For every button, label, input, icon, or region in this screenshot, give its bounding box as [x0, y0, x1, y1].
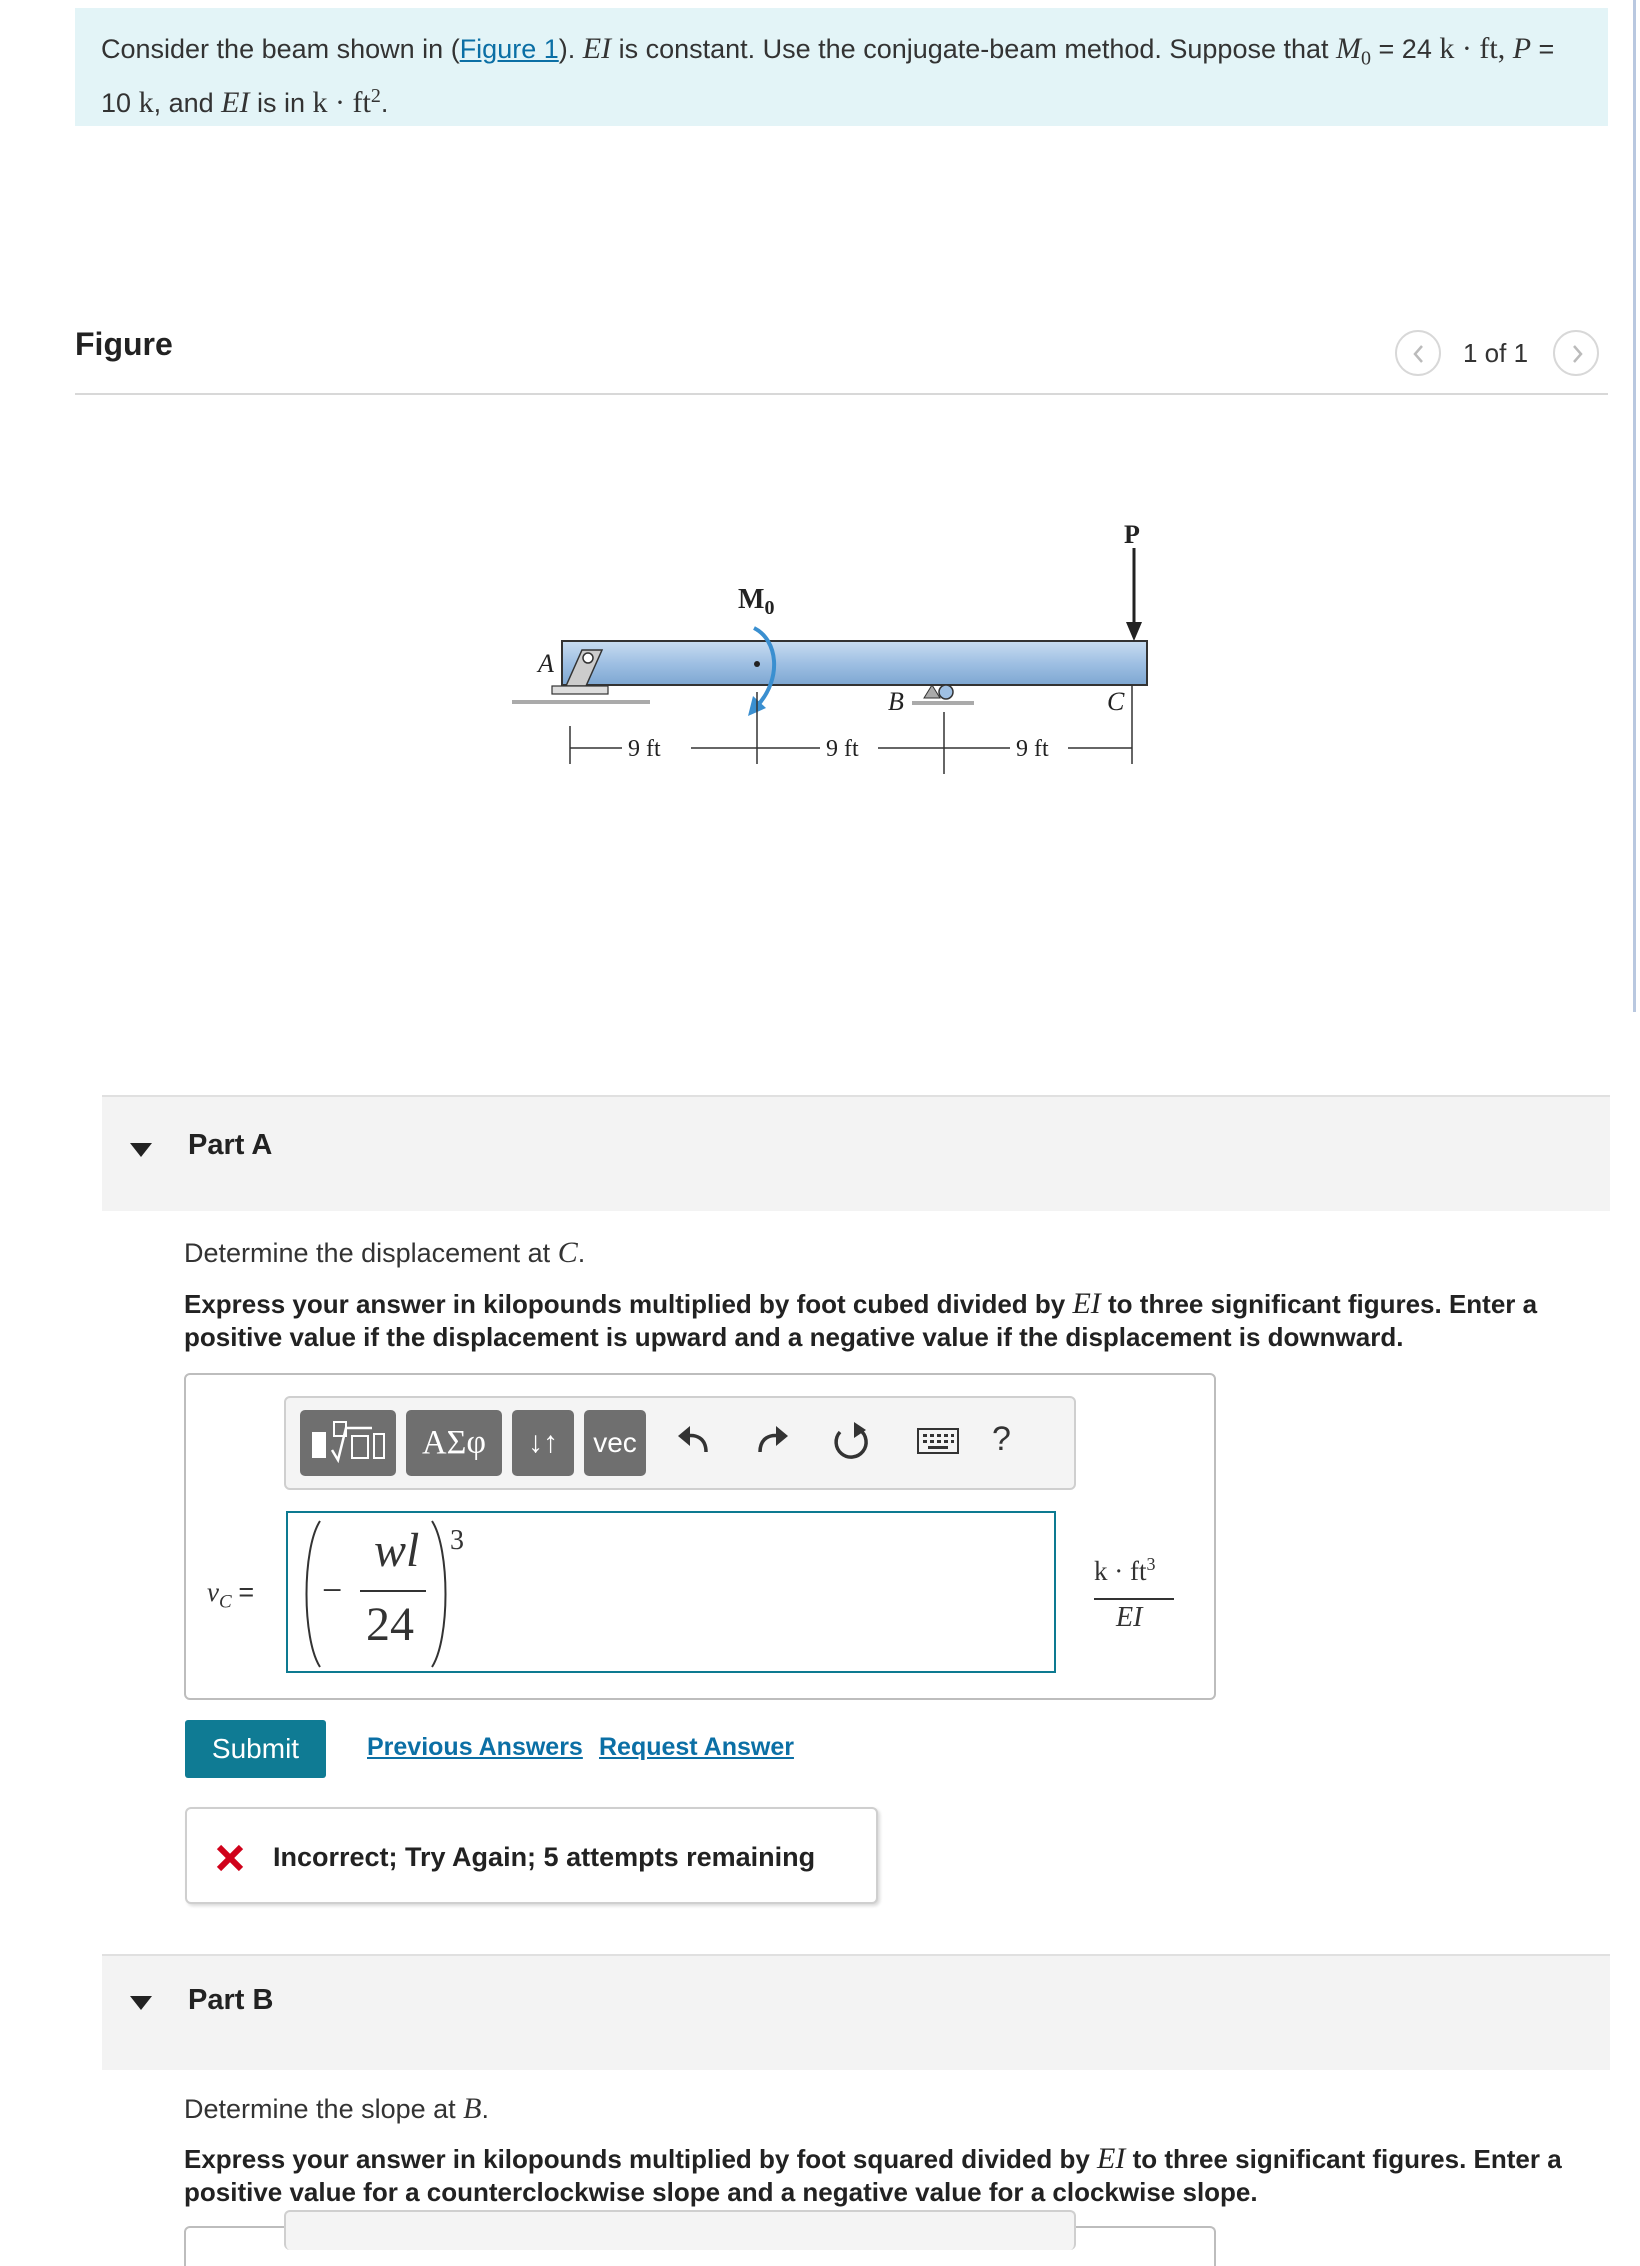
greek-symbols-button[interactable]: ΑΣφ — [406, 1410, 502, 1476]
part-b-title: Part B — [188, 1984, 274, 2016]
side-divider — [1633, 0, 1636, 1012]
exponent: 3 — [450, 1525, 464, 1556]
beam-figure — [500, 500, 1180, 800]
dimension-label: 9 ft — [1016, 736, 1049, 762]
subscript-button[interactable]: ↓↑ — [512, 1410, 574, 1476]
templates-button[interactable] — [300, 1410, 396, 1476]
request-answer-link[interactable]: Request Answer — [599, 1733, 794, 1761]
fraction-numerator: wl — [374, 1524, 420, 1577]
submit-button[interactable]: Submit — [185, 1720, 326, 1778]
help-button[interactable]: ? — [992, 1420, 1011, 1458]
math-unit: k · ft — [1439, 32, 1498, 65]
moment-point — [754, 661, 760, 667]
problem-text: Consider the beam shown in ( — [101, 34, 460, 64]
units-numerator: $k \cdot ft^3$ — [1094, 1554, 1156, 1586]
problem-text: = 24 — [1371, 34, 1432, 64]
minus-sign: − — [322, 1570, 343, 1610]
load-p-arrowhead — [1126, 622, 1142, 641]
part-a-instructions: Express your answer in kilopounds multiplied by foot cubed divided by EI to three significant figures. Enter a positive value if the displacement is upward and a negative value if the displacement is downward. — [184, 1287, 1538, 1352]
dimension-label: 9 ft — [826, 736, 859, 762]
part-a-question: Determine the displacement at C. — [184, 1236, 586, 1269]
math-unit: k · ft — [312, 86, 371, 120]
problem-text: 10 — [101, 88, 132, 119]
figure-divider — [75, 393, 1608, 395]
part-b-header[interactable] — [102, 1954, 1610, 2070]
math-ei: EI — [221, 86, 250, 120]
roller-support-b — [912, 685, 974, 703]
math-unit: k — [138, 86, 154, 120]
problem-text: ). — [558, 34, 583, 64]
figure-link[interactable]: Figure 1 — [459, 34, 559, 64]
previous-answers-link[interactable]: Previous Answers — [367, 1733, 583, 1761]
figure-heading: Figure — [75, 326, 173, 362]
prev-figure-button[interactable] — [1395, 330, 1441, 376]
math-ei: EI — [582, 32, 612, 65]
answer-input[interactable] — [286, 1511, 1056, 1673]
feedback-box — [185, 1807, 878, 1904]
label-c: C — [1107, 687, 1125, 716]
figure-pager: 1 of 1 — [1463, 338, 1529, 368]
redo-icon[interactable] — [752, 1416, 792, 1466]
error-x-icon — [215, 1843, 245, 1873]
templates-icon — [300, 1410, 396, 1476]
math-m0: M — [1336, 32, 1362, 65]
next-figure-button[interactable] — [1553, 330, 1599, 376]
math-m0-sub: 0 — [1361, 47, 1372, 70]
units-fraction-bar — [1094, 1598, 1174, 1600]
chevron-right-icon — [1567, 343, 1587, 365]
problem-text: is in — [249, 88, 313, 119]
keyboard-icon[interactable] — [916, 1426, 960, 1456]
vector-button[interactable]: vec — [584, 1410, 646, 1476]
part-a-header[interactable] — [102, 1095, 1610, 1211]
collapse-triangle-icon[interactable] — [130, 1996, 152, 2012]
chevron-left-icon — [1409, 343, 1429, 365]
answer-label: $v_C$ = — [207, 1577, 255, 1613]
math-toolbar — [284, 1396, 1076, 1490]
fraction-denominator: 24 — [366, 1598, 414, 1651]
dimension-label: 9 ft — [628, 736, 661, 762]
label-b: B — [888, 687, 904, 716]
part-b-instructions: Express your answer in kilopounds multiplied by foot squared divided by EI to three significant figures. Enter a positive value for a counterclockwise slope and a negative value for a clockwise slope. — [184, 2142, 1562, 2207]
part-b-math-toolbar — [284, 2210, 1076, 2250]
undo-icon[interactable] — [674, 1416, 714, 1466]
problem-statement — [75, 8, 1608, 126]
label-a: A — [538, 649, 554, 678]
problem-text: , and — [153, 88, 222, 119]
problem-text: . — [380, 88, 389, 119]
beam — [562, 641, 1147, 685]
collapse-triangle-icon[interactable] — [130, 1143, 152, 1159]
problem-text: , — [1497, 32, 1513, 65]
fraction-bar — [360, 1590, 426, 1592]
part-a-title: Part A — [188, 1129, 273, 1161]
problem-text: is constant. Use the conjugate-beam method. Suppose that — [611, 34, 1337, 64]
problem-text: = — [1531, 34, 1555, 64]
math-exp: 2 — [370, 85, 381, 108]
label-m0: $M_0$ — [738, 584, 775, 619]
label-p: P — [1124, 520, 1140, 549]
part-b-question: Determine the slope at B. — [184, 2092, 489, 2125]
units-denominator: EI — [1116, 1602, 1143, 1633]
feedback-text: Incorrect; Try Again; 5 attempts remaining — [273, 1842, 816, 1872]
math-p: P — [1512, 32, 1532, 65]
reset-icon[interactable] — [830, 1416, 874, 1470]
